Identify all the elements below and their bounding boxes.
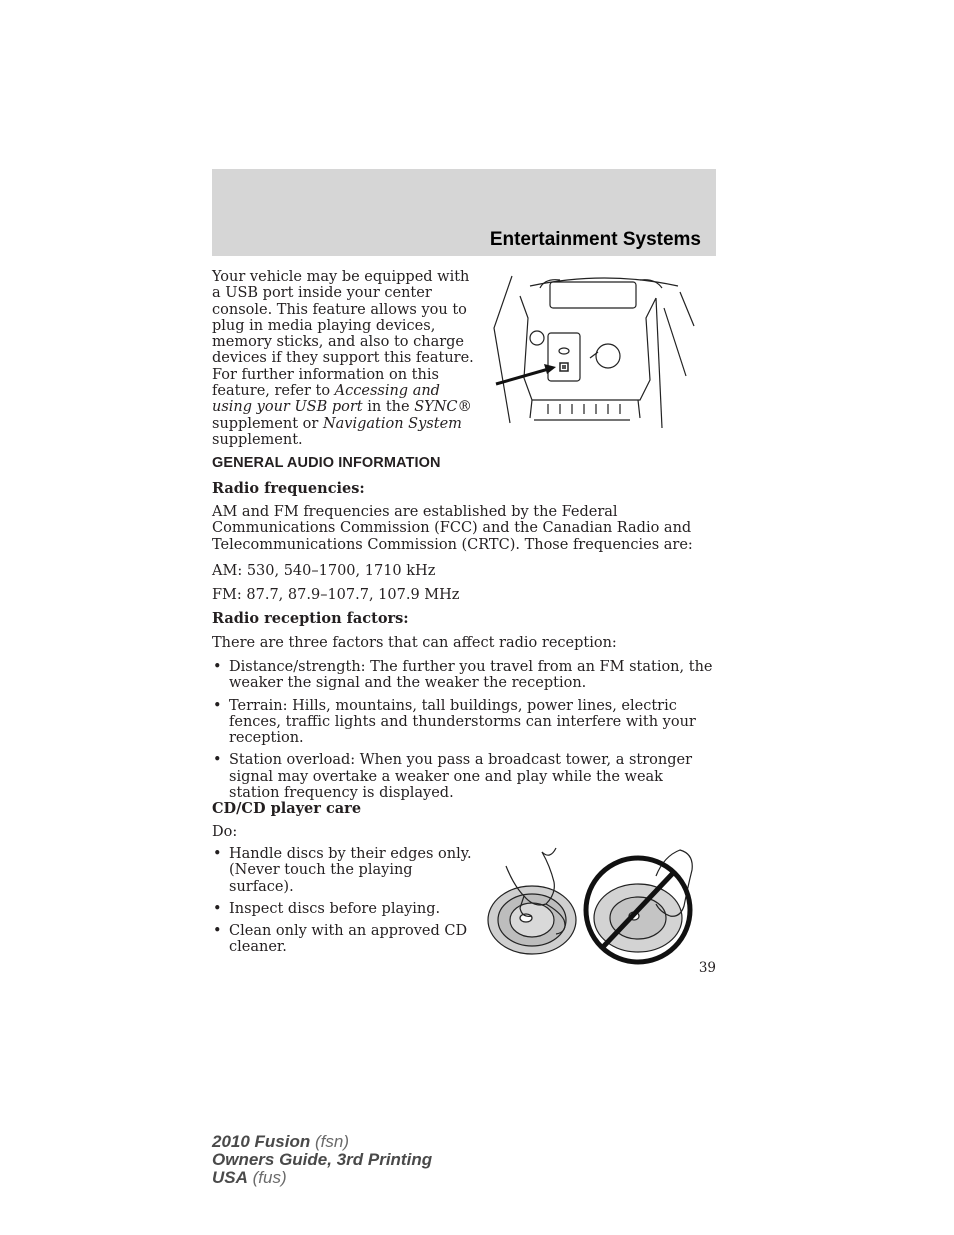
radio-frequencies-label: Radio frequencies: bbox=[212, 480, 365, 497]
bullet: • bbox=[213, 923, 222, 940]
registered-mark: ® bbox=[457, 399, 472, 416]
footer-market: USA bbox=[212, 1168, 248, 1187]
list-item bbox=[212, 659, 716, 692]
intro-ref-usb: Accessing and using your USB port bbox=[212, 383, 440, 416]
footer-model-code: (fsn) bbox=[310, 1132, 349, 1151]
bullet: • bbox=[213, 659, 222, 675]
intro-text-3: supplement or bbox=[212, 415, 323, 432]
section-title: Entertainment Systems bbox=[489, 229, 701, 250]
bullet: • bbox=[213, 846, 222, 862]
general-audio-heading: GENERAL AUDIO INFORMATION bbox=[212, 455, 441, 471]
footer-market-code: (fus) bbox=[247, 1168, 287, 1187]
intro-text-2: in the bbox=[362, 399, 415, 416]
section-header-band bbox=[212, 169, 716, 256]
list-item bbox=[212, 846, 472, 895]
bullet: • bbox=[213, 697, 222, 714]
intro-ref-navigation: Navigation System bbox=[322, 415, 462, 432]
list-item bbox=[212, 923, 472, 956]
list-item-text: Inspect discs before playing. bbox=[229, 900, 441, 917]
do-label: Do: bbox=[212, 824, 238, 840]
list-item-text: Distance/strength: The further you travel from an FM station, the weaker the signal and the weaker the reception. bbox=[229, 659, 713, 692]
reception-factor-list bbox=[212, 659, 716, 807]
cd-care-label: CD/CD player care bbox=[212, 800, 362, 817]
bullet: • bbox=[213, 900, 222, 917]
footer-line-2 bbox=[212, 1151, 432, 1169]
page-number: 39 bbox=[698, 960, 716, 976]
footer-line-1 bbox=[212, 1133, 432, 1151]
reception-intro: There are three factors that can affect radio reception: bbox=[212, 635, 617, 651]
list-item-text: Handle discs by their edges only. (Never touch the playing surface). bbox=[229, 846, 472, 895]
usb-port-illustration bbox=[490, 268, 716, 430]
footer-document-info bbox=[212, 1133, 432, 1187]
cd-handling-illustration bbox=[484, 846, 716, 968]
list-item bbox=[212, 752, 716, 801]
usb-intro-paragraph bbox=[212, 269, 474, 448]
am-frequencies: AM: 530, 540–1700, 1710 kHz bbox=[212, 563, 436, 579]
footer-line-3 bbox=[212, 1169, 432, 1187]
list-item-text: Terrain: Hills, mountains, tall buildings, power lines, electric fences, traffic lights and thunderstorms can interfere with your reception. bbox=[229, 697, 696, 747]
list-item-text: Station overload: When you pass a broadcast tower, a stronger signal may overtake a weaker one and play while the weak station frequency is displayed. bbox=[229, 752, 693, 802]
footer-edition: Owners Guide, 3rd Printing bbox=[212, 1150, 433, 1169]
list-item bbox=[212, 698, 716, 747]
intro-ref-sync: SYNC bbox=[414, 399, 458, 416]
reception-factors-label: Radio reception factors: bbox=[212, 610, 409, 627]
list-item-text: Clean only with an approved CD cleaner. bbox=[229, 923, 468, 956]
frequencies-paragraph: AM and FM frequencies are established by the Federal Communications Commission (FCC) and the Canadian Radio and Telecommunications Commission (CRTC). Those frequencies are: bbox=[212, 504, 693, 553]
correct-handling-disc bbox=[488, 848, 576, 954]
intro-text-1: Your vehicle may be equipped with a USB port inside your center console. This feature allows you to plug in media playing devices, memory sticks, and also to charge devices if they support this feature. For further information on this feature, refer to bbox=[212, 269, 474, 400]
fm-frequencies: FM: 87.7, 87.9–107.7, 107.9 MHz bbox=[212, 587, 460, 603]
bullet: • bbox=[213, 752, 222, 769]
cd-care-list bbox=[212, 846, 472, 962]
intro-text-4: supplement. bbox=[212, 431, 303, 448]
list-item bbox=[212, 901, 472, 917]
footer-model: 2010 Fusion bbox=[212, 1132, 311, 1151]
